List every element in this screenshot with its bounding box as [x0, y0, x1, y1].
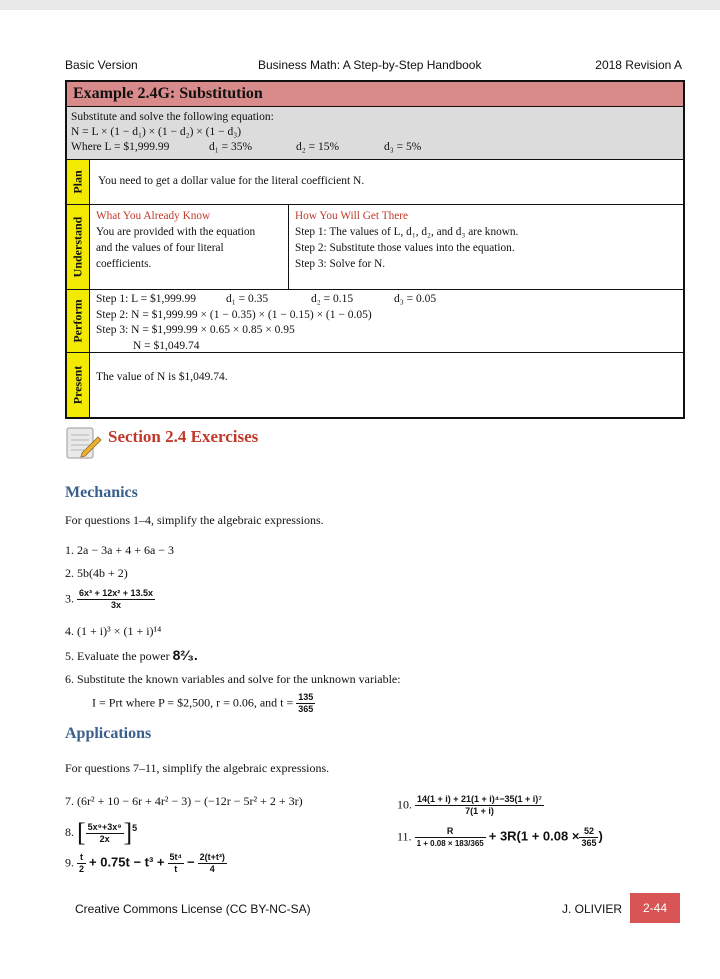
understand-row: [67, 205, 683, 290]
present-tab: Present: [67, 353, 90, 417]
applications-intro: For questions 7–11, simplify the algebraic expressions.: [65, 761, 330, 775]
perform-tab: Perform: [67, 290, 90, 352]
get-there-step: Step 1: The values of L, d₁, d₂, and d₃ are known.: [295, 226, 519, 238]
question-5-power: 8²⁄₃.: [172, 647, 198, 663]
question-6-fraction: $\frac{135}{365}$: [298, 692, 314, 714]
already-know-line: and the values of four literal: [96, 242, 224, 254]
question-10: 10. $\frac{\text{14(1 + i) + 21(1 + i)⁴−35(1 + i)⁷}}{7(1 + i)}$: [397, 794, 542, 816]
perform-row: [67, 290, 683, 353]
question-8: 8. [ $\frac{\text{5x⁹+3x⁹}}{2x}$ ]$^5$: [65, 818, 138, 847]
present-row: [67, 353, 683, 417]
get-there-step: Step 3: Solve for N.: [295, 258, 386, 270]
given-d3: d₃ = 5%: [384, 141, 422, 153]
get-there-heading: How You Will Get There: [295, 210, 409, 222]
perform-step-1: Step 1: L = $1,999.99 d₁ = 0.35 d₂ = 0.15 d₃ = 0.05: [96, 293, 437, 305]
question-3-fraction: $\frac{\text{6x³ + 12x² + 13.5x}}{3x}$: [79, 588, 154, 610]
question-11: 11. $\frac{R}{1 + 0.08 \times 183/365}$ + 3R(1 + 0.08 × $\frac{52}{365}$ ): [397, 826, 603, 848]
header-title: Business Math: A Step-by-Step Handbook: [258, 58, 482, 72]
already-know-heading: What You Already Know: [96, 210, 211, 222]
get-there-step: Step 2: Substitute those values into the equation.: [295, 242, 515, 254]
question-10-fraction: $\frac{\text{14(1 + i) + 21(1 + i)⁴−35(1 + i)⁷}}{7(1 + i)}$: [417, 794, 542, 816]
understand-tab: Understand: [67, 205, 90, 289]
header-version: Basic Version: [65, 58, 138, 72]
perform-result: N = $1,049.74: [133, 339, 200, 352]
question-6: 6. Substitute the known variables and solve for the unknown variable:: [65, 672, 401, 686]
mechanics-intro: For questions 1–4, simplify the algebraic expressions.: [65, 513, 324, 527]
already-know-column: [90, 205, 289, 289]
footer-license: Creative Commons License (CC BY-NC-SA): [75, 902, 311, 916]
example-problem: [67, 107, 683, 160]
question-6-equation: I = Prt where P = $2,500, r = 0.06, and t = $\frac{135}{365}$: [92, 692, 314, 714]
question-8-fraction: $\frac{\text{5x⁹+3x⁹}}{2x}$: [87, 821, 122, 844]
perform-step-3: Step 3: N = $1,999.99 × 0.65 × 0.85 × 0.95: [96, 324, 295, 336]
plan-text: You need to get a dollar value for the literal coefficient N.: [98, 175, 365, 187]
top-bar: [0, 0, 720, 10]
get-there-column: [289, 205, 683, 289]
question-5: 5. Evaluate the power 8²⁄₃.: [65, 647, 198, 663]
present-text: The value of N is $1,049.74.: [96, 371, 228, 383]
mechanics-heading: Mechanics: [65, 484, 138, 501]
question-3: 3. $\frac{\text{6x³ + 12x² + 13.5x}}{3x}$: [65, 588, 154, 610]
question-9: 9. $\frac{t}{2}$ + 0.75t − t³ + $\frac{\text{5t⁴}}{t}$ − $\frac{\text{2(t+t³)}}{4}$: [65, 852, 225, 874]
given-d1: d₁ = 35%: [209, 141, 253, 153]
question-7: 7. (6r² + 10 − 6r + 4r² − 3) − (−12r − 5r² + 2 + 3r): [65, 794, 303, 808]
footer-author: J. OLIVIER: [562, 902, 623, 916]
given-l: Where L = $1,999.99: [71, 141, 170, 153]
section-title: Section 2.4 Exercises: [108, 427, 259, 446]
example-title: Example 2.4G: Substitution: [67, 82, 683, 107]
plan-tab: Plan: [67, 160, 90, 204]
notepad-pencil-icon: [64, 423, 102, 461]
already-know-line: You are provided with the equation: [96, 226, 256, 238]
question-4: 4. (1 + i)³ × (1 + i)¹⁴: [65, 624, 162, 638]
plan-row: [67, 160, 683, 205]
given-d2: d₂ = 15%: [296, 141, 340, 153]
problem-equation: N = L × (1 − d₁) × (1 − d₂) × (1 − d₃): [71, 126, 242, 138]
already-know-line: coefficients.: [96, 258, 152, 270]
problem-given: [71, 140, 679, 155]
applications-heading: Applications: [65, 725, 152, 742]
question-1: 1. 2a − 3a + 4 + 6a − 3: [65, 543, 175, 557]
example-box: [65, 80, 685, 419]
perform-step-2: Step 2: N = $1,999.99 × (1 − 0.35) × (1 − 0.15) × (1 − 0.05): [96, 308, 372, 321]
question-2: 2. 5b(4b + 2): [65, 566, 128, 580]
question-11-fraction: $\frac{R}{1 + 0.08 \times 183/365}$: [416, 826, 484, 848]
header-revision: 2018 Revision A: [595, 58, 682, 72]
problem-instruction: Substitute and solve the following equation:: [71, 111, 274, 123]
page-number-badge: 2-44: [630, 893, 680, 923]
